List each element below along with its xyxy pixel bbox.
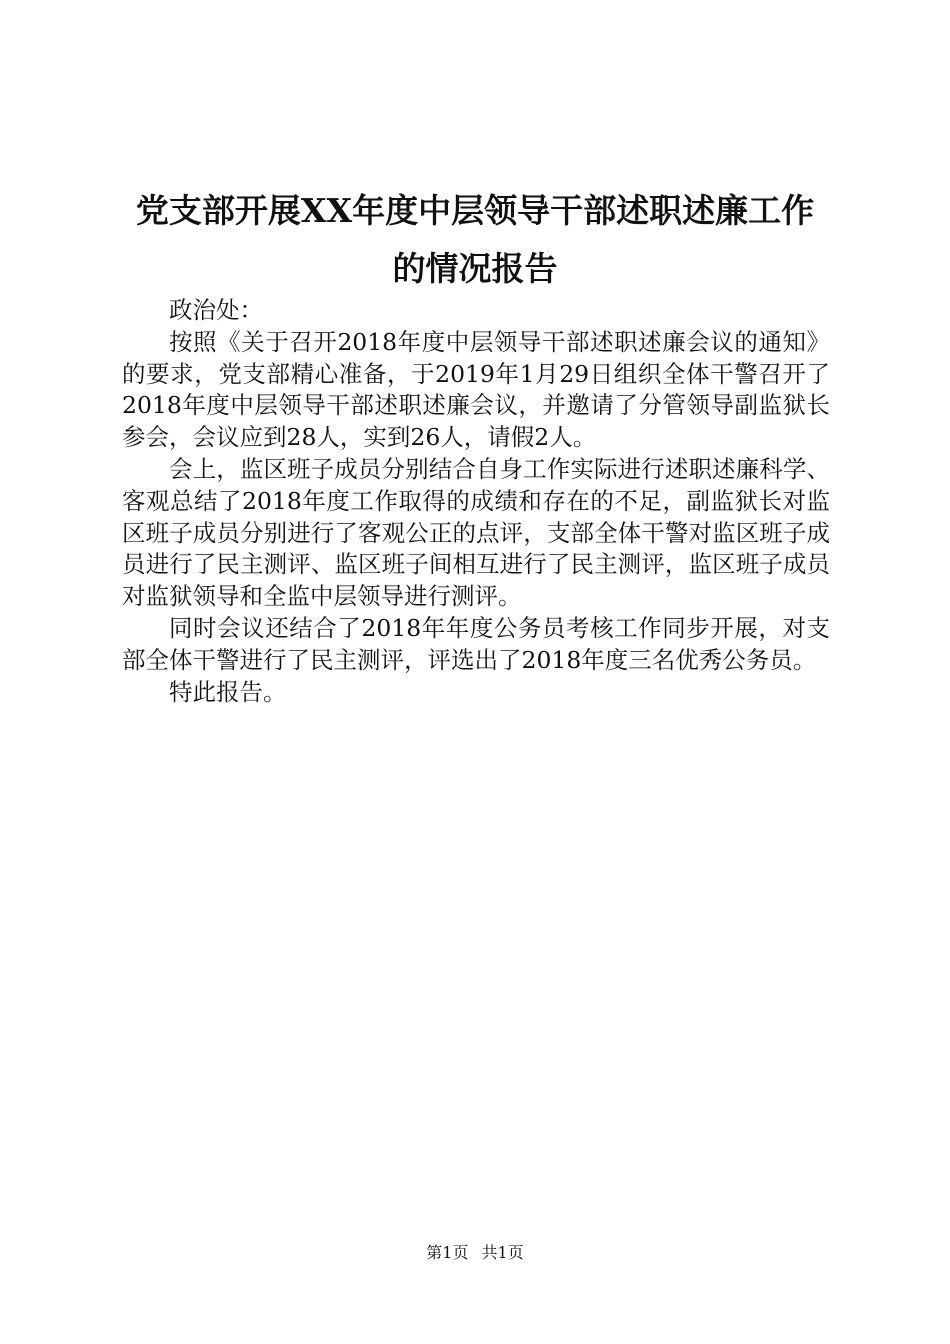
page-total: 共1页 [481,1243,524,1262]
paragraph-meeting-notice: 按照《关于召开2018年度中层领导干部述职述廉会议的通知》的要求，党支部精心准备，于2019年1月29日组织全体干警召开了2018年度中层领导干部述职述廉会议，并邀请了分管领导副监狱长参会，会议应到28人，实到26人，请假2人。 [122,327,830,452]
salutation: 政治处： [169,296,263,324]
paragraph-assessment: 同时会议还结合了2018年年度公务员考核工作同步开展，对支部全体干警进行了民主测评，评选出了2018年度三名优秀公务员。 [122,613,830,674]
page-number: 第1页 [426,1243,469,1262]
document-title: 党支部开展XX年度中层领导干部述职述廉工作的情况报告 [135,191,815,288]
closing-line: 特此报告。 [169,677,287,706]
paragraph-meeting-content: 会上，监区班子成员分别结合自身工作实际进行述职述廉科学、客观总结了2018年度工作取得的成绩和存在的不足，副监狱长对监区班子成员分别进行了客观公正的点评，支部全体干警对监区班子成员进行了民主测评、监区班子间相互进行了民主测评，监区班子成员对监狱领导和全监中层领导进行测评。 [122,454,830,611]
page-footer [0,1242,950,1264]
document-body [122,295,830,708]
